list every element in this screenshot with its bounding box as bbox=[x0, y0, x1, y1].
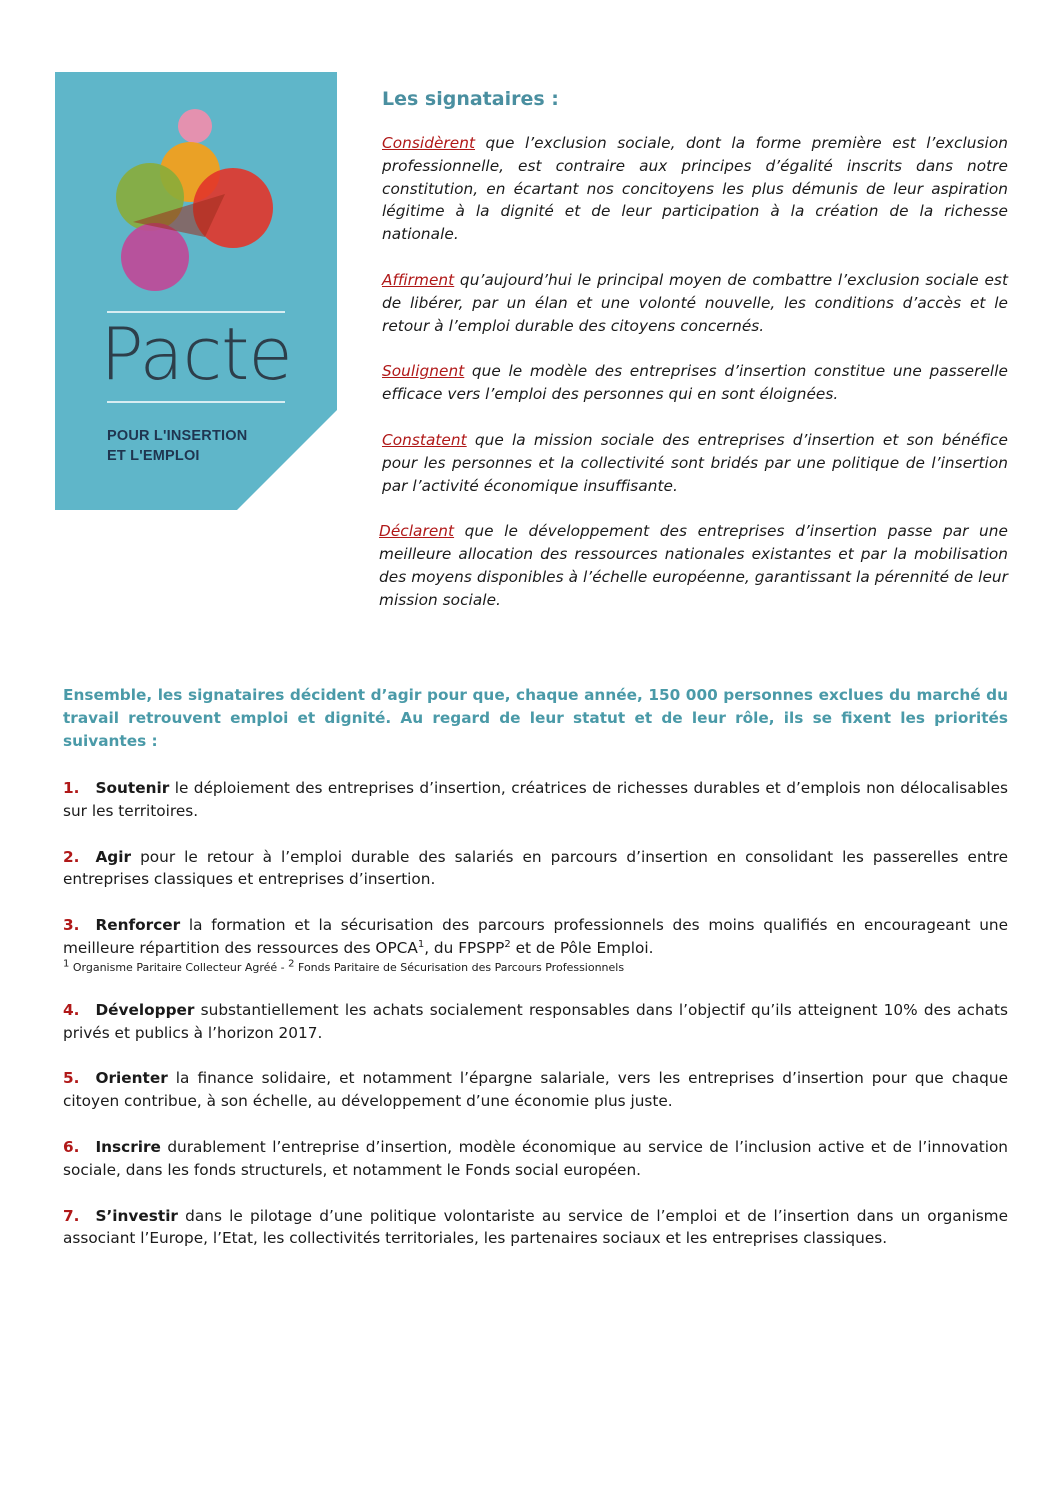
priority-text: dans le pilotage d’une politique volontariste au service de l’emploi et de l’insertion dans un organisme associant l’Europe, l’Etat, les collectivités territoriales, les partenaires sociaux et les entreprises classiques. bbox=[63, 1206, 1008, 1248]
logo-dot-magenta bbox=[121, 223, 189, 291]
logo-dot-pink bbox=[178, 109, 212, 143]
footnote-mark-2: 2 bbox=[288, 958, 295, 970]
priority-text: pour le retour à l’emploi durable des salariés en parcours d’insertion en consolidant les passerelles entre entreprises classiques et entreprises d’insertion. bbox=[63, 847, 1008, 889]
signatories-section bbox=[379, 88, 1008, 635]
priority-text: substantiellement les achats socialement responsables dans l’objectif qu’ils atteignent 10% des achats privés et publics à l’horizon 2017. bbox=[63, 1000, 1008, 1042]
logo-tagline-line-1: POUR L'INSERTION bbox=[107, 428, 248, 444]
signatories-paragraph bbox=[379, 520, 1008, 611]
priority-verb: Agir bbox=[95, 847, 132, 866]
priority-number: 3. bbox=[63, 916, 80, 935]
signatories-paragraph bbox=[382, 429, 1008, 497]
priority-text: la formation et la sécurisation des parcours professionnels des moins qualifiés en encourageant une meilleure répartition des ressources des OPCA bbox=[63, 916, 1008, 957]
footnote-text-2: Fonds Paritaire de Sécurisation des Parcours Professionnels bbox=[294, 960, 625, 974]
paragraph-text: qu’aujourd’hui le principal moyen de combattre l’exclusion sociale est de libérer, par un élan et une volonté nouvelle, les conditions d’accès et le retour à l’emploi durable des citoyens concernés. bbox=[382, 270, 1008, 335]
paragraph-lead-verb: Soulignent bbox=[382, 362, 465, 381]
paragraph-lead-verb: Déclarent bbox=[379, 522, 455, 541]
priority-item bbox=[63, 777, 1008, 823]
paragraph-text: que la mission sociale des entreprises d’insertion et son bénéfice pour les personnes et la collectivité sont bridés par une politique de l’insertion par l’activité économique insuffisante. bbox=[382, 430, 1008, 495]
signatories-paragraph bbox=[382, 269, 1008, 337]
priority-text: , du FPSPP bbox=[424, 938, 505, 957]
logo-graphic bbox=[55, 72, 337, 510]
footnote bbox=[63, 958, 1008, 975]
paragraph-text: que l’exclusion sociale, dont la forme première est l’exclusion professionnelle, est contraire aux principes d’égalité inscrits dans notre constitution, en écartant nos concitoyens les plus démunis de leur aspiration légitime à la dignité et de leur participation à la création de la richesse nationale. bbox=[382, 134, 1008, 244]
footnote-ref-2: 2 bbox=[504, 938, 511, 950]
priority-number: 7. bbox=[63, 1206, 80, 1225]
priorities-list bbox=[63, 777, 1008, 1273]
paragraph-lead-verb: Considèrent bbox=[382, 134, 476, 152]
priority-item bbox=[63, 999, 1008, 1045]
priority-text: et de Pôle Emploi. bbox=[510, 938, 654, 957]
priority-text: le déploiement des entreprises d’insertion, créatrices de richesses durables et d’emplois non délocalisables sur les territoires. bbox=[63, 779, 1008, 820]
logo-tagline-line-2: ET L'EMPLOI bbox=[107, 448, 200, 464]
priority-verb: Renforcer bbox=[95, 916, 181, 935]
signatories-heading: Les signataires : bbox=[382, 88, 559, 110]
priority-verb: Inscrire bbox=[95, 1137, 161, 1156]
footnote-mark-1: 1 bbox=[63, 958, 70, 970]
signatories-paragraph bbox=[382, 132, 1008, 246]
priority-item bbox=[63, 914, 1008, 960]
signatories-paragraph bbox=[382, 360, 1008, 406]
priority-verb: Orienter bbox=[95, 1069, 168, 1088]
paragraph-lead-verb: Constatent bbox=[382, 430, 467, 449]
priority-verb: S’investir bbox=[95, 1206, 178, 1225]
priority-text: la finance solidaire, et notamment l’épargne salariale, vers les entreprises d’insertion pour que chaque citoyen contribue, à son échelle, au développement d’une économie plus juste. bbox=[63, 1069, 1008, 1111]
priority-number: 6. bbox=[63, 1137, 80, 1156]
priorities-intro: Ensemble, les signataires décident d’agir pour que, chaque année, 150 000 personnes exclues du marché du travail retrouvent emploi et dignité. Au regard de leur statut et de leur rôle, ils se fixent les priorités suivantes : bbox=[63, 686, 1008, 750]
paragraph-lead-verb: Affirment bbox=[382, 270, 455, 289]
footnote-text-1: Organisme Paritaire Collecteur Agréé - bbox=[69, 960, 289, 974]
paragraph-text: que le développement des entreprises d’insertion passe par une meilleure allocation des ressources nationales existantes et par la mobilisation des moyens disponibles à l’échelle européenne, garantissant la pérennité de leur mission sociale. bbox=[379, 522, 1008, 609]
priority-item bbox=[63, 1205, 1008, 1251]
footnote-ref-1: 1 bbox=[417, 938, 425, 950]
logo-word: Pacte bbox=[100, 312, 292, 396]
priority-item bbox=[63, 1067, 1008, 1113]
priority-number: 2. bbox=[63, 847, 80, 866]
priority-verb: Développer bbox=[95, 1000, 195, 1019]
priority-verb: Soutenir bbox=[95, 779, 170, 797]
priority-text: durablement l’entreprise d’insertion, modèle économique au service de l’inclusion active et de l’innovation sociale, dans les fonds structurels, et notamment le Fonds social européen. bbox=[63, 1137, 1008, 1179]
priority-number: 5. bbox=[63, 1069, 80, 1088]
priority-number: 4. bbox=[63, 1000, 80, 1019]
paragraph-text: que le modèle des entreprises d’insertion constitue une passerelle efficace vers l’emploi des personnes qui en sont éloignées. bbox=[382, 362, 1008, 404]
priority-number: 1. bbox=[63, 779, 80, 797]
priority-item bbox=[63, 1136, 1008, 1182]
pacte-logo bbox=[55, 72, 337, 510]
priority-item bbox=[63, 846, 1008, 892]
